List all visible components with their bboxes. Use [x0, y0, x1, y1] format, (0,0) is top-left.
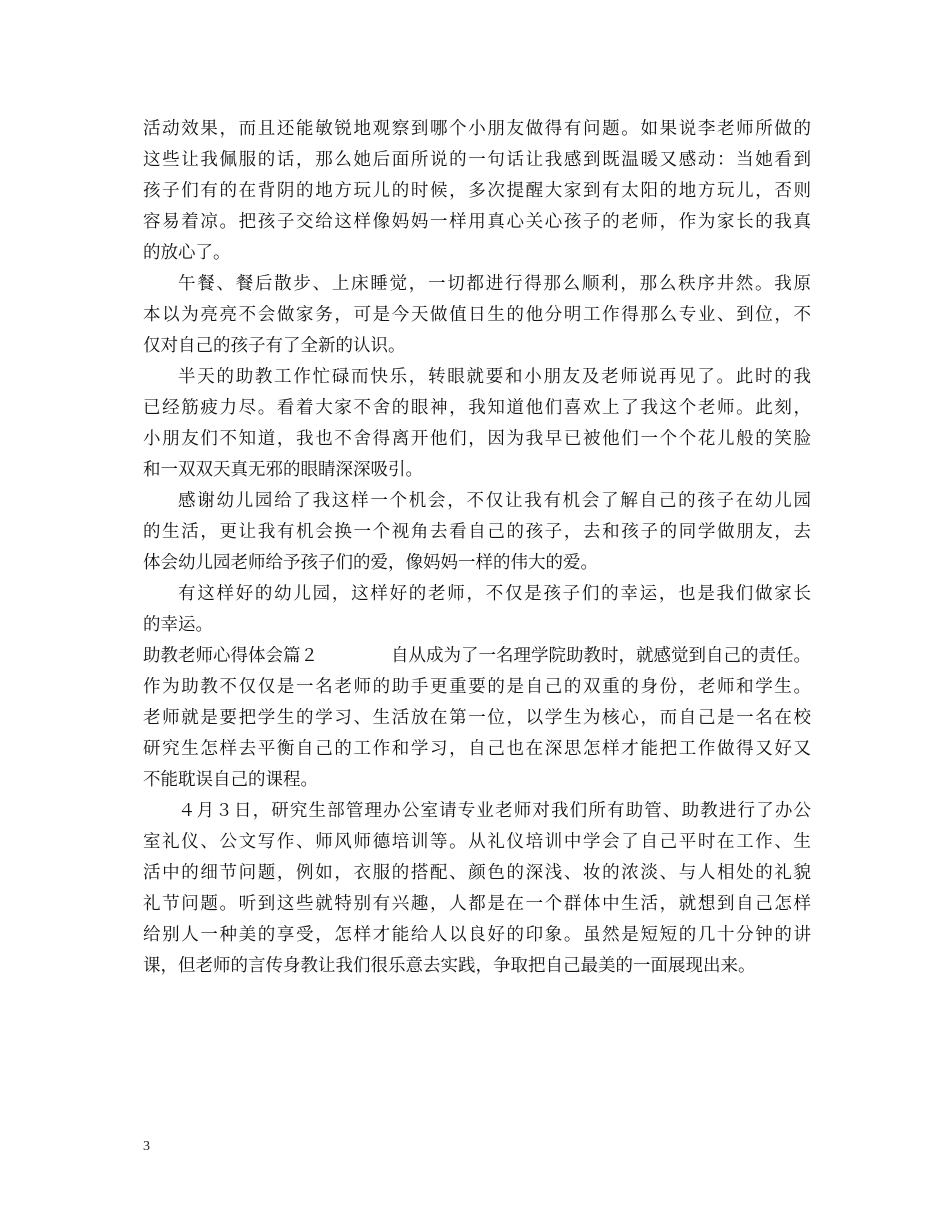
- text-line: 活动效果，而且还能敏锐地观察到哪个小朋友做得有问题。如果说李老师所做的: [143, 119, 811, 139]
- paragraph: [143, 114, 811, 269]
- text-line: 的放心了。: [143, 243, 231, 263]
- text-line: 本以为亮亮不会做家务，可是今天做值日生的他分明工作得那么专业、到位，不: [143, 305, 811, 325]
- text-line: 研究生怎样去平衡自己的工作和学习，自己也在深思怎样才能把工作做得又好又: [143, 739, 811, 759]
- text-line: 已经筋疲力尽。看着大家不舍的眼神，我知道他们喜欢上了我这个老师。此刻，: [143, 398, 811, 418]
- paragraph: [143, 486, 811, 579]
- text-line: 体会幼儿园老师给予孩子们的爱，像妈妈一样的伟大的爱。: [143, 553, 598, 573]
- text-line: 午餐、餐后散步、上床睡觉，一切都进行得那么顺利，那么秩序井然。我原: [178, 274, 811, 294]
- text-line: 小朋友们不知道，我也不舍得离开他们，因为我早已被他们一个个花儿般的笑脸: [143, 429, 811, 449]
- text-line: 老师就是要把学生的学习、生活放在第一位，以学生为核心，而自己是一名在校: [143, 708, 811, 728]
- text-line: 孩子们有的在背阴的地方玩儿的时候，多次提醒大家到有太阳的地方玩儿，否则: [143, 181, 811, 201]
- text-line: 的幸运。: [143, 615, 213, 635]
- text-line: 这些让我佩服的话，那么她后面所说的一句话让我感到既温暖又感动：当她看到: [143, 150, 811, 170]
- text-line: 作为助教不仅仅是一名老师的助手更重要的是自己的双重的身份，老师和学生。: [143, 677, 811, 697]
- document-body: [143, 114, 811, 982]
- text-line: 室礼仪、公文写作、师风师德培训等。从礼仪培训中学会了自己平时在工作、生: [143, 832, 811, 852]
- section-2: [143, 641, 811, 796]
- text-line: 感谢幼儿园给了我这样一个机会，不仅让我有机会了解自己的孩子在幼儿园: [178, 491, 811, 511]
- text-line: 容易着凉。把孩子交给这样像妈妈一样用真心关心孩子的老师，作为家长的我真: [143, 212, 811, 232]
- text-line: 不能耽误自己的课程。: [143, 770, 318, 790]
- text-line: 半天的助教工作忙碌而快乐，转眼就要和小朋友及老师说再见了。此时的我: [178, 367, 811, 387]
- text-line: 的生活，更让我有机会换一个视角去看自己的孩子，去和孩子的同学做朋友，去: [143, 522, 811, 542]
- text-line: 仅对自己的孩子有了全新的认识。: [143, 336, 406, 356]
- paragraph: [143, 579, 811, 641]
- page-number: 3: [143, 1139, 150, 1154]
- section-heading-line: [143, 641, 811, 672]
- text-line: 活中的细节问题，例如，衣服的搭配、颜色的深浅、妆的浓淡、与人相处的礼貌: [143, 863, 811, 883]
- text-line: ４月３日，研究生部管理办公室请专业老师对我们所有助管、助教进行了办公: [178, 801, 811, 821]
- paragraph: [143, 269, 811, 362]
- paragraph: [143, 796, 811, 982]
- text-line: 和一双双天真无邪的眼睛深深吸引。: [143, 460, 423, 480]
- text-line: 给别人一种美的享受，怎样才能给人以良好的印象。虽然是短短的几十分钟的讲: [143, 925, 811, 945]
- text-line: 有这样好的幼儿园，这样好的老师，不仅是孩子们的幸运，也是我们做家长: [178, 584, 811, 604]
- section-heading: 助教老师心得体会篇２: [143, 646, 318, 666]
- text-line: 自从成为了一名理学院助教时，就感觉到自己的责任。: [391, 646, 811, 666]
- paragraph: [143, 362, 811, 486]
- text-line: 礼节问题。听到这些就特别有兴趣，人都是在一个群体中生活，就想到自己怎样: [143, 894, 811, 914]
- text-line: 课，但老师的言传身教让我们很乐意去实践，争取把自己最美的一面展现出来。: [143, 956, 756, 976]
